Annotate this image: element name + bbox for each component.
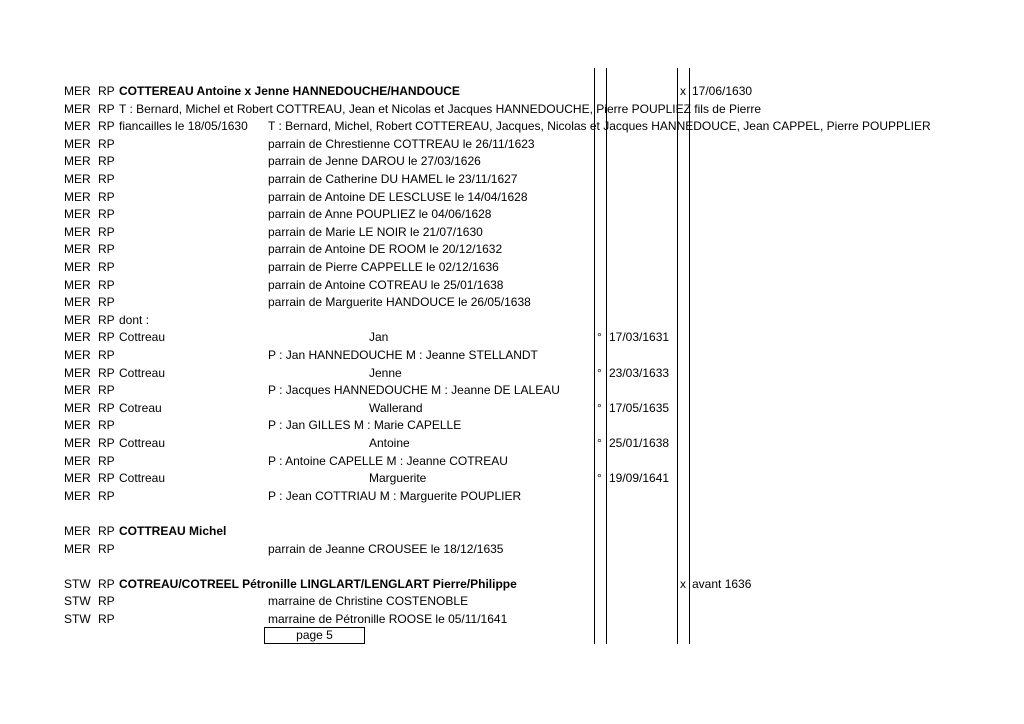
record-code: MER: [64, 154, 91, 169]
table-row: [0, 487, 1024, 504]
record-type: RP: [98, 383, 115, 398]
record-first-name: Marguerite: [369, 471, 427, 486]
record-code: MER: [64, 136, 91, 151]
record-type: RP: [98, 400, 115, 415]
record-description: P : Jean COTTRIAU M : Marguerite POUPLIER: [268, 488, 522, 503]
birth-mark: °: [597, 330, 602, 345]
record-code: MER: [64, 207, 91, 222]
table-row: [0, 592, 1024, 609]
record-main-text: COTREAU/COTREEL Pétronille LINGLART/LENGLART Pierre/Philippe: [119, 576, 517, 591]
record-type: RP: [98, 330, 115, 345]
record-code: MER: [64, 488, 91, 503]
record-first-name: Wallerand: [369, 400, 423, 415]
record-code: MER: [64, 436, 91, 450]
table-row: [0, 399, 1024, 416]
record-code: MER: [64, 119, 91, 134]
record-description: parrain de Antoine DE LESCLUSE le 14/04/1628: [268, 189, 528, 204]
record-type: RP: [98, 436, 115, 450]
marriage-date: 17/06/1630: [692, 84, 753, 98]
record-type: RP: [98, 189, 115, 204]
record-main-text: fiancailles le 18/05/1630: [119, 119, 248, 134]
marriage-mark: x: [680, 84, 686, 98]
table-row: [0, 610, 1024, 627]
table-row: [0, 170, 1024, 187]
birth-mark: °: [597, 436, 602, 450]
record-main-text: T : Bernard, Michel et Robert COTTREAU, Jean et Nicolas et Jacques HANNEDOUCHE, Pierre POUPLIEZ fils de Pierre: [119, 101, 761, 116]
record-description: marraine de Christine COSTENOBLE: [268, 594, 469, 609]
record-type: RP: [98, 224, 115, 239]
record-code: MER: [64, 541, 91, 556]
birth-date: 23/03/1633: [609, 365, 670, 380]
birth-mark: °: [597, 471, 602, 486]
record-code: MER: [64, 383, 91, 398]
record-type: RP: [98, 471, 115, 486]
record-description: parrain de Jenne DAROU le 27/03/1626: [268, 154, 481, 169]
record-first-name: Jan: [369, 330, 389, 345]
record-type: RP: [98, 365, 115, 380]
record-code: MER: [64, 84, 91, 98]
birth-mark: °: [597, 400, 602, 415]
table-row: [0, 504, 1024, 521]
record-description: parrain de Chrestienne COTTREAU le 26/11/1623: [268, 136, 535, 151]
birth-date: 25/01/1638: [609, 436, 670, 450]
marriage-mark: x: [680, 576, 686, 591]
record-code: MER: [64, 260, 91, 274]
record-description: parrain de Anne POUPLIEZ le 04/06/1628: [268, 207, 492, 222]
record-description: parrain de Catherine DU HAMEL le 23/11/1627: [268, 172, 518, 186]
record-main-text: dont :: [119, 312, 150, 327]
table-row: [0, 293, 1024, 310]
table-row: [0, 346, 1024, 363]
record-description: P : Jan GILLES M : Marie CAPELLE: [268, 418, 462, 433]
page-number-box: [264, 627, 365, 644]
birth-date: 17/03/1631: [609, 330, 670, 345]
table-row: [0, 364, 1024, 381]
record-code: MER: [64, 224, 91, 239]
table-row: [0, 240, 1024, 257]
record-type: RP: [98, 418, 115, 433]
marriage-date: avant 1636: [692, 576, 752, 591]
table-row: [0, 540, 1024, 557]
record-type: RP: [98, 488, 115, 503]
record-code: MER: [64, 453, 91, 468]
record-code: MER: [64, 312, 91, 327]
record-main-text: Cottreau: [119, 471, 166, 486]
record-description: P : Jan HANNEDOUCHE M : Jeanne STELLANDT: [268, 348, 538, 362]
record-code: MER: [64, 242, 91, 257]
table-row: [0, 188, 1024, 205]
record-code: STW: [64, 612, 91, 626]
record-first-name: Jenne: [369, 365, 402, 380]
table-row: [0, 100, 1024, 117]
table-row: [0, 328, 1024, 345]
record-type: RP: [98, 612, 115, 626]
birth-mark: °: [597, 365, 602, 380]
record-description: parrain de Jeanne CROUSEE le 18/12/1635: [268, 541, 504, 556]
table-row: [0, 522, 1024, 539]
record-type: RP: [98, 119, 115, 134]
record-type: RP: [98, 348, 115, 362]
record-type: RP: [98, 277, 115, 292]
record-main-text: COTTREAU Michel: [119, 524, 227, 538]
table-row: [0, 416, 1024, 433]
record-code: MER: [64, 172, 91, 186]
table-row: [0, 381, 1024, 398]
table-row: [0, 557, 1024, 574]
record-main-text: Cottreau: [119, 365, 166, 380]
record-main-text: Cotreau: [119, 400, 162, 415]
table-row: [0, 258, 1024, 275]
record-main-text: Cottreau: [119, 330, 166, 345]
record-description: parrain de Antoine COTREAU le 25/01/1638: [268, 277, 504, 292]
record-type: RP: [98, 594, 115, 609]
birth-date: 17/05/1635: [609, 400, 670, 415]
record-first-name: Antoine: [369, 436, 410, 450]
record-type: RP: [98, 172, 115, 186]
record-code: MER: [64, 330, 91, 345]
table-row: [0, 276, 1024, 293]
record-code: MER: [64, 471, 91, 486]
record-code: MER: [64, 524, 91, 538]
record-description: P : Jacques HANNEDOUCHE M : Jeanne DE LALEAU: [268, 383, 560, 398]
record-type: RP: [98, 524, 115, 538]
table-row: [0, 452, 1024, 469]
record-code: STW: [64, 594, 91, 609]
record-code: STW: [64, 576, 91, 591]
table-row: [0, 135, 1024, 152]
table-row: [0, 223, 1024, 240]
record-code: MER: [64, 277, 91, 292]
record-code: MER: [64, 101, 91, 116]
record-code: MER: [64, 189, 91, 204]
page-number-label: page 5: [296, 628, 333, 642]
record-description: parrain de Pierre CAPPELLE le 02/12/1636: [268, 260, 499, 274]
record-code: MER: [64, 365, 91, 380]
table-row: [0, 311, 1024, 328]
record-type: RP: [98, 154, 115, 169]
record-type: RP: [98, 295, 115, 310]
record-type: RP: [98, 260, 115, 274]
record-type: RP: [98, 136, 115, 151]
record-type: RP: [98, 576, 115, 591]
table-row: [0, 575, 1024, 592]
record-main-text: Cottreau: [119, 436, 166, 450]
birth-date: 19/09/1641: [609, 471, 670, 486]
record-code: MER: [64, 418, 91, 433]
record-code: MER: [64, 348, 91, 362]
record-type: RP: [98, 312, 115, 327]
record-type: RP: [98, 541, 115, 556]
table-row: [0, 152, 1024, 169]
record-description: T : Bernard, Michel, Robert COTTEREAU, Jacques, Nicolas et Jacques HANNEDOUCE, Jean CAPPEL, Pierre POUPPLIER: [268, 119, 931, 134]
table-row: [0, 205, 1024, 222]
record-code: MER: [64, 400, 91, 415]
record-type: RP: [98, 101, 115, 116]
record-description: parrain de Marie LE NOIR le 21/07/1630: [268, 224, 483, 239]
record-description: parrain de Antoine DE ROOM le 20/12/1632: [268, 242, 503, 257]
record-description: parrain de Marguerite HANDOUCE le 26/05/1638: [268, 295, 531, 310]
table-row: [0, 117, 1024, 134]
record-type: RP: [98, 453, 115, 468]
record-code: MER: [64, 295, 91, 310]
record-main-text: COTTEREAU Antoine x Jenne HANNEDOUCHE/HANDOUCE: [119, 84, 460, 98]
record-type: RP: [98, 84, 115, 98]
table-row: [0, 434, 1024, 451]
record-description: marraine de Pétronille ROOSE le 05/11/1641: [268, 612, 508, 626]
table-row: [0, 82, 1024, 99]
record-type: RP: [98, 207, 115, 222]
record-type: RP: [98, 242, 115, 257]
table-row: [0, 469, 1024, 486]
record-description: P : Antoine CAPELLE M : Jeanne COTREAU: [268, 453, 508, 468]
